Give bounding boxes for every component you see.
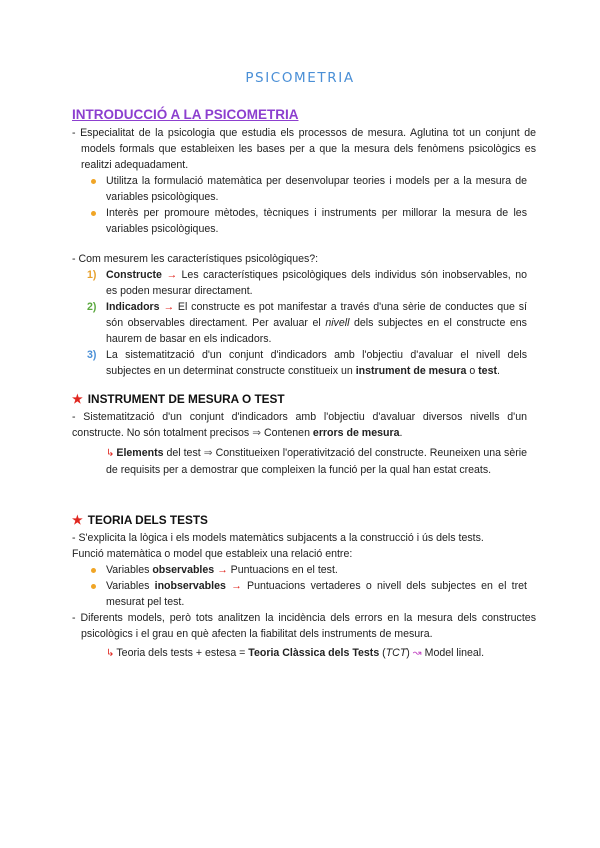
section2-paragraph <box>72 409 527 441</box>
section-heading-text: TEORIA DELS TESTS <box>87 513 208 527</box>
section1-intro-paragraph: - Especialitat de la psicologia que estudia els processos de mesura. Aglutina tot un conjunt de models formals que estableixen les bases per a que la mesura dels fenòmens psicològics es realitzi adequadament. <box>72 127 536 171</box>
italic-tct: TCT <box>385 647 407 659</box>
section2-text <box>72 409 527 441</box>
text-span: Puntuacions vertaderes o nivell dels subjectes en el tret mesurat pel test. <box>106 580 527 608</box>
right-arrow-icon: → <box>217 564 228 576</box>
star-icon: ★ <box>72 392 83 406</box>
text-span: . <box>399 427 403 439</box>
section3-bullet-list <box>72 562 527 610</box>
item-text: dels subjectes en el constructe ens haurem de basar en els indicadors. <box>106 317 527 345</box>
item-text: Les característiques psicològiques dels individus són inobservables, no es poden mesurar directament. <box>106 269 527 297</box>
hook-arrow-icon: ↳ <box>106 648 115 659</box>
section-heading-teoria <box>72 512 208 528</box>
bold-elements: Elements <box>116 447 164 459</box>
text-span: Variables <box>106 564 153 576</box>
list-number: 2) <box>87 301 97 313</box>
right-arrow-icon: → <box>166 269 178 281</box>
text-span: Model lineal. <box>421 647 485 659</box>
bold-errors-de-mesura: errors de mesura <box>312 427 400 439</box>
term-constructe: Constructe <box>106 269 162 281</box>
section-heading-text: INSTRUMENT DE MESURA O TEST <box>87 392 285 406</box>
term-indicadors: Indicadors <box>106 301 160 313</box>
section3-sub-paragraph <box>72 645 527 662</box>
wave-arrow-icon: ↝ <box>412 647 422 659</box>
section1-intro-block <box>72 125 536 173</box>
bold-tct: Teoria Clàssica dels Tests <box>248 647 380 659</box>
list-item <box>87 299 527 347</box>
list-number: 3) <box>87 349 97 361</box>
text-span: Constitueixen l'operativització del constructe. Reuneixen una sèrie de requisits per a demostrar que compleixen la funció per la qual han estat creats. <box>106 447 528 476</box>
text-span: ) <box>406 647 413 659</box>
document-title: PSICOMETRIA <box>245 70 355 86</box>
text-span: - Sistematització d'un conjunt d'indicadors amb l'objectiu d'avaluar diversos nivells d'un constructe. No són totalment precisos <box>72 411 527 439</box>
right-arrow-icon: → <box>163 301 175 313</box>
list-item: Utilitza la formulació matemàtica per desenvolupar teories i models per a la mesura de variables psicològiques. <box>106 175 527 203</box>
item-text: El constructe es pot manifestar a través d'una sèrie de conductes que sí són observables directament. Per avaluar el <box>106 301 527 329</box>
section3-intro <box>72 530 527 562</box>
text-span: Teoria dels tests + estesa = <box>116 647 249 659</box>
item-text: o <box>466 365 479 377</box>
text-span: Variables <box>106 580 155 592</box>
hook-arrow-icon: ↳ <box>106 448 115 459</box>
list-number: 1) <box>87 269 97 281</box>
item-bold: test <box>478 365 497 377</box>
text-span: ( <box>379 647 386 659</box>
section-heading-introduccio: INTRODUCCIÓ A LA PSICOMETRIA <box>72 107 299 122</box>
bold-observables: observables <box>152 564 215 576</box>
section1-bullet-list <box>72 173 527 237</box>
text-span: Contenen <box>261 427 313 439</box>
section3-sub-block <box>72 645 527 662</box>
section3-para-block <box>72 610 536 642</box>
list-item <box>106 562 527 578</box>
item-text: . <box>497 365 500 377</box>
implies-icon: ⇒ <box>203 447 213 459</box>
item-bold: instrument de mesura <box>355 365 467 377</box>
implies-icon: ⇒ <box>252 427 262 439</box>
bold-inobservables: inobservables <box>154 580 226 592</box>
list-item <box>87 347 527 379</box>
section2-sub-paragraph <box>72 445 527 478</box>
section2-sub-block <box>72 445 527 478</box>
star-icon: ★ <box>72 513 83 527</box>
section3-line1: - S'explicita la lògica i els models matemàtics subjacents a la construcció i ús dels tests. <box>72 532 484 544</box>
list-item <box>87 267 527 299</box>
section1-numbered-list <box>72 267 527 379</box>
section1-question-text: - Com mesurem les característiques psicològiques?: <box>72 253 319 265</box>
section1-question <box>72 251 527 267</box>
list-item <box>106 578 527 610</box>
right-arrow-icon: → <box>231 580 242 592</box>
text-span: Puntuacions en el test. <box>227 564 338 576</box>
text-span: del test <box>163 447 204 459</box>
section3-line2: Funció matemàtica o model que estableix una relació entre: <box>72 548 353 560</box>
section3-paragraph: - Diferents models, però tots analitzen la incidència dels errors en la mesura dels constructes psicològics i el grau en què afecten la fiabilitat dels instruments de mesura. <box>72 612 536 640</box>
item-italic: nivell <box>325 317 350 329</box>
section-heading-instrument <box>72 391 285 407</box>
list-item: Interès per promoure mètodes, tècniques i instruments per millorar la mesura de les variables psicològiques. <box>106 207 527 235</box>
item-text: La sistematització d'un conjunt d'indicadors amb l'objectiu d'avaluar el nivell dels subjectes en un determinat constructe constitueix un <box>106 349 527 377</box>
